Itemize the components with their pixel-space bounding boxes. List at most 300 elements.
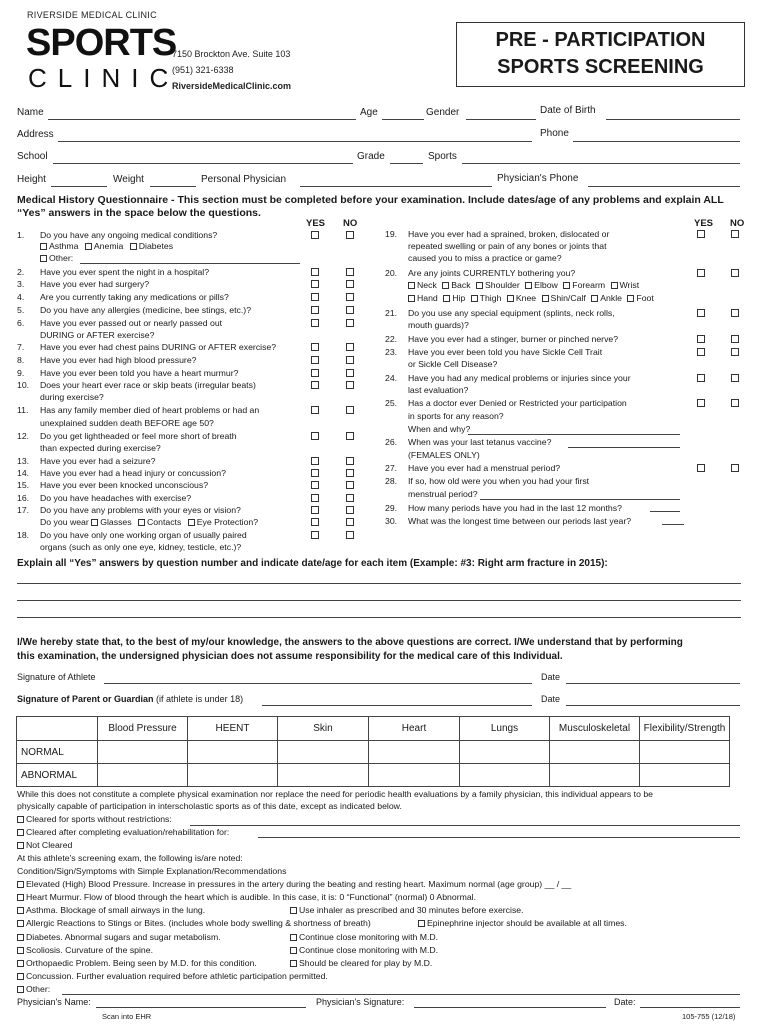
- no-checkbox[interactable]: [346, 268, 354, 276]
- question-number: 16.: [17, 493, 30, 503]
- q1-options: [40, 241, 173, 251]
- question-text: Have you ever been told you have Sickle Cell Trait: [408, 347, 603, 357]
- phone-label: Phone: [540, 128, 569, 139]
- phone-field[interactable]: [573, 141, 740, 142]
- q21-line2: mouth guards)?: [408, 320, 469, 330]
- question-number: 22.: [385, 334, 398, 344]
- exam-cell[interactable]: [278, 764, 369, 787]
- dob-label: Date of Birth: [540, 105, 596, 116]
- no-header-left: NO: [343, 218, 358, 229]
- question-text: Do you have headaches with exercise?: [40, 493, 192, 503]
- wrist-checkbox[interactable]: [611, 282, 618, 289]
- asthma-cond-checkbox[interactable]: [17, 907, 24, 914]
- question-number: 1.: [17, 230, 25, 240]
- question-number: 10.: [17, 380, 30, 390]
- weight-field[interactable]: [150, 186, 196, 187]
- cleared-after-checkbox[interactable]: [17, 829, 24, 836]
- exam-header: Flexibility/Strength: [640, 717, 730, 741]
- q20-options-row1: [408, 280, 639, 290]
- contacts-checkbox[interactable]: [138, 519, 145, 526]
- sig-athlete-date-label: Date: [541, 672, 561, 682]
- hip-checkbox[interactable]: [443, 295, 450, 302]
- question-number: 8.: [17, 355, 25, 365]
- sig-parent-rest: (if athlete is under 18): [156, 694, 244, 704]
- cleared-label: Cleared for sports without restrictions:: [26, 814, 172, 824]
- question-number: 11.: [17, 405, 29, 415]
- footer-date-label: Date:: [614, 997, 636, 1007]
- question-text: Have you ever had a stinger, burner or pinched nerve?: [408, 334, 619, 344]
- ortho-checkbox[interactable]: [17, 960, 24, 967]
- statement-line2: this examination, the undersigned physician does not assume responsibility for the medical care of this Individual.: [17, 651, 563, 662]
- q19-line2: repeated swelling or pain of any bones or joints that: [408, 241, 607, 251]
- questionnaire-title-line2: “Yes” answers in the space below the questions.: [17, 207, 261, 219]
- glasses-option: Glasses: [100, 517, 132, 527]
- elbow-checkbox[interactable]: [525, 282, 532, 289]
- concussion-label: Concussion. Further evaluation required before athletic participation permitted.: [26, 971, 328, 981]
- no-checkbox[interactable]: [346, 306, 354, 314]
- yes-checkbox[interactable]: [311, 469, 319, 477]
- no-checkbox[interactable]: [346, 356, 354, 364]
- question-text: How many periods have you had in the last 12 months?: [408, 503, 622, 513]
- question-text: Have you had any medical problems or injuries since your: [408, 373, 631, 383]
- sig-athlete-label: Signature of Athlete: [17, 672, 96, 682]
- name-field[interactable]: [48, 119, 356, 120]
- question-number: 27.: [385, 463, 398, 473]
- question-text: Have you ever spent the night in a hospital?: [40, 267, 210, 277]
- yes-checkbox[interactable]: [311, 432, 319, 440]
- inhaler-checkbox[interactable]: [290, 907, 297, 914]
- diabetes-cond-checkbox[interactable]: [17, 934, 24, 941]
- hand-checkbox[interactable]: [408, 295, 415, 302]
- yes-checkbox[interactable]: [311, 406, 319, 414]
- sig-parent-date-label: Date: [541, 694, 561, 704]
- statement-line1: I/We hereby state that, to the best of my/our knowledge, the answers to the above questions are correct. I/We understand that by performing: [17, 637, 683, 648]
- no-checkbox[interactable]: [731, 309, 739, 317]
- cond-murmur: [17, 892, 476, 902]
- question-number: 20.: [385, 268, 398, 278]
- no-checkbox[interactable]: [346, 481, 354, 489]
- yes-checkbox[interactable]: [311, 457, 319, 465]
- exam-cell[interactable]: [640, 741, 730, 764]
- back-checkbox[interactable]: [442, 282, 449, 289]
- neck-option: Neck: [417, 280, 437, 290]
- exam-header: Blood Pressure: [98, 717, 188, 741]
- yes-checkbox[interactable]: [697, 464, 705, 472]
- no-checkbox[interactable]: [731, 374, 739, 382]
- rec-ortho: [290, 958, 432, 968]
- wrist-option: Wrist: [619, 280, 640, 290]
- name-label: Name: [17, 107, 44, 118]
- personal-physician-label: Personal Physician: [201, 174, 287, 185]
- not-cleared-checkbox[interactable]: [17, 842, 24, 849]
- question-text: Have you ever had a head injury or concussion?: [40, 468, 226, 478]
- no-checkbox[interactable]: [346, 469, 354, 477]
- exam-cell[interactable]: [369, 764, 460, 787]
- allergic-checkbox[interactable]: [17, 920, 24, 927]
- clearance-2: [17, 827, 229, 837]
- yes-checkbox[interactable]: [311, 494, 319, 502]
- no-checkbox[interactable]: [346, 381, 354, 389]
- exam-cell[interactable]: [369, 741, 460, 764]
- ortho-label: Orthopaedic Problem. Being seen by M.D. for this condition.: [26, 958, 257, 968]
- question-text: Have you ever had chest pains DURING or AFTER exercise?: [40, 342, 277, 352]
- question-number: 25.: [385, 398, 398, 408]
- disclaimer-line2: physically capable of participation in interscholastic sports as of this date, except as indicated below.: [17, 801, 402, 811]
- concussion-checkbox[interactable]: [17, 973, 24, 980]
- other-cond-field[interactable]: [62, 994, 740, 995]
- question-number: 30.: [385, 516, 398, 526]
- no-checkbox[interactable]: [731, 399, 739, 407]
- explain-line-1[interactable]: [17, 583, 741, 584]
- question-text: Does your heart ever race or skip beats (irregular beats): [40, 380, 256, 390]
- yes-checkbox[interactable]: [697, 269, 705, 277]
- no-checkbox[interactable]: [731, 230, 739, 238]
- shoulder-checkbox[interactable]: [476, 282, 483, 289]
- other-cond-checkbox[interactable]: [17, 986, 24, 993]
- question-text: Do you have only one working organ of usually paired: [40, 530, 247, 540]
- age-field[interactable]: [382, 119, 424, 120]
- exam-cell[interactable]: [188, 764, 278, 787]
- epinephrine-label: Epinephrine injector should be available at all times.: [427, 918, 627, 928]
- forearm-option: Forearm: [572, 280, 606, 290]
- footer-date-field[interactable]: [640, 1007, 740, 1008]
- physician-phone-field[interactable]: [588, 186, 740, 187]
- yes-checkbox[interactable]: [311, 506, 319, 514]
- shin-calf-option: Shin/Calf: [550, 293, 586, 303]
- dob-field[interactable]: [606, 119, 740, 120]
- question-text: When was your last tetanus vaccine?: [408, 437, 552, 447]
- yes-header-right: YES: [694, 218, 714, 229]
- q26-field[interactable]: [568, 447, 680, 448]
- q25-field[interactable]: [468, 434, 680, 435]
- no-checkbox[interactable]: [346, 406, 354, 414]
- anemia-option: Anemia: [93, 241, 124, 251]
- scoliosis-checkbox[interactable]: [17, 947, 24, 954]
- clinic-address: 7150 Brockton Ave. Suite 103: [172, 49, 291, 59]
- height-label: Height: [17, 174, 46, 185]
- yes-checkbox[interactable]: [697, 348, 705, 356]
- q30-field[interactable]: [662, 524, 684, 525]
- exam-cell[interactable]: [550, 741, 640, 764]
- exam-corner: [17, 717, 98, 741]
- scoliosis-label: Scoliosis. Curvature of the spine.: [26, 945, 153, 955]
- forearm-checkbox[interactable]: [563, 282, 570, 289]
- exam-cell[interactable]: [98, 741, 188, 764]
- yes-checkbox[interactable]: [311, 381, 319, 389]
- question-number: 29.: [385, 503, 398, 513]
- no-checkbox[interactable]: [346, 319, 354, 327]
- gender-field[interactable]: [466, 119, 536, 120]
- no-checkbox[interactable]: [346, 343, 354, 351]
- q17-line2: [40, 517, 258, 527]
- sig-athlete-date-field[interactable]: [566, 683, 740, 684]
- inhaler-label: Use inhaler as prescribed and 30 minutes before exercise.: [299, 905, 524, 915]
- sig-parent-date-field[interactable]: [566, 705, 740, 706]
- question-number: 19.: [385, 229, 398, 239]
- yes-checkbox[interactable]: [311, 319, 319, 327]
- question-text: Have you ever had a seizure?: [40, 456, 156, 466]
- sports-field[interactable]: [462, 163, 740, 164]
- question-number: 9.: [17, 368, 25, 378]
- ankle-checkbox[interactable]: [591, 295, 598, 302]
- q25-line3: When and why?: [408, 424, 471, 434]
- elevated-bp-label: Elevated (High) Blood Pressure. Increase in pressures in the artery during the beating and resting heart. Maximum normal (age group) __ / __: [26, 879, 572, 889]
- elevated-bp-checkbox[interactable]: [17, 881, 24, 888]
- ortho-cleared-checkbox[interactable]: [290, 960, 297, 967]
- q11-line2: unexplained sudden death BEFORE age 50?: [40, 418, 214, 428]
- question-number: 7.: [17, 342, 25, 352]
- height-field[interactable]: [51, 186, 107, 187]
- exam-cell[interactable]: [550, 764, 640, 787]
- grade-field[interactable]: [390, 163, 423, 164]
- clinic-phone: (951) 321-6338: [172, 65, 234, 75]
- question-text: Have you ever had a sprained, broken, dislocated or: [408, 229, 610, 239]
- thigh-checkbox[interactable]: [471, 295, 478, 302]
- scoliosis-monitor-label: Continue close monitoring with M.D.: [299, 945, 439, 955]
- q19-line3: caused you to miss a practice or game?: [408, 253, 562, 263]
- q18-line2: organs (such as only one eye, kidney, testicle, etc.)?: [40, 542, 242, 552]
- sig-parent-field[interactable]: [262, 705, 532, 706]
- exam-row-label: NORMAL: [17, 741, 98, 764]
- title-line1: PRE - PARTICIPATION: [495, 29, 706, 51]
- question-number: 18.: [17, 530, 30, 540]
- no-checkbox[interactable]: [346, 231, 354, 239]
- no-checkbox[interactable]: [346, 506, 354, 514]
- other-checkbox[interactable]: [40, 255, 47, 262]
- grade-label: Grade: [357, 151, 385, 162]
- physician-sig-field[interactable]: [414, 1007, 606, 1008]
- question-text: Have you ever had high blood pressure?: [40, 355, 197, 365]
- question-text: Do you use any special equipment (splints, neck rolls,: [408, 308, 615, 318]
- exam-cell[interactable]: [98, 764, 188, 787]
- no-checkbox[interactable]: [731, 335, 739, 343]
- diabetes-option: Diabetes: [138, 241, 174, 251]
- ortho-cleared-label: Should be cleared for play by M.D.: [299, 958, 433, 968]
- murmur-label: Heart Murmur. Flow of blood through the heart which is audible. In this case, it is: 0 “Functional” (normal) 0 Abnormal.: [26, 892, 477, 902]
- q23-line2: or Sickle Cell Disease?: [408, 359, 498, 369]
- glasses-checkbox[interactable]: [91, 519, 98, 526]
- clearance-1: [17, 814, 172, 824]
- q6-line2: DURING or AFTER exercise?: [40, 330, 155, 340]
- address-label: Address: [17, 129, 54, 140]
- back-option: Back: [451, 280, 471, 290]
- gender-label: Gender: [426, 107, 460, 118]
- exam-header: Lungs: [460, 717, 550, 741]
- yes-checkbox[interactable]: [311, 369, 319, 377]
- cond-concussion: [17, 971, 328, 981]
- cleared-field[interactable]: [190, 825, 740, 826]
- anemia-checkbox[interactable]: [85, 243, 92, 250]
- yes-checkbox[interactable]: [697, 309, 705, 317]
- question-number: 5.: [17, 305, 25, 315]
- shin-calf-checkbox[interactable]: [542, 295, 549, 302]
- questionnaire-title: [17, 194, 752, 220]
- no-checkbox[interactable]: [346, 457, 354, 465]
- q29-field[interactable]: [650, 511, 680, 512]
- cond-diabetes: [17, 932, 221, 942]
- knee-checkbox[interactable]: [507, 295, 514, 302]
- question-number: 15.: [17, 480, 30, 490]
- sig-athlete-field[interactable]: [104, 683, 532, 684]
- hip-option: Hip: [452, 293, 466, 303]
- yes-checkbox[interactable]: [311, 280, 319, 288]
- no-checkbox[interactable]: [346, 518, 354, 526]
- q28-line2: menstrual period?: [408, 489, 478, 499]
- explain-heading: Explain all “Yes” answers by question number and indicate date/age for each item (Example: #3: Right arm fracture in 2015):: [17, 558, 608, 569]
- yes-checkbox[interactable]: [311, 268, 319, 276]
- q28-field[interactable]: [480, 499, 680, 500]
- females-only: (FEMALES ONLY): [408, 450, 480, 460]
- question-text: Do you have any problems with your eyes or vision?: [40, 505, 241, 515]
- physician-name-label: Physician's Name:: [17, 997, 91, 1007]
- exam-cell[interactable]: [640, 764, 730, 787]
- q1-other: [40, 253, 73, 263]
- title-line2: SPORTS SCREENING: [497, 56, 704, 78]
- diabetes-checkbox[interactable]: [130, 243, 137, 250]
- thigh-option: Thigh: [479, 293, 502, 303]
- q1-other-field[interactable]: [80, 263, 300, 264]
- eye-protection-checkbox[interactable]: [188, 519, 195, 526]
- question-text: What was the longest time between our periods last year?: [408, 516, 632, 526]
- asthma-cond-label: Asthma. Blockage of small airways in the lung.: [26, 905, 206, 915]
- disclaimer-line1: While this does not constitute a complete physical examination nor replace the need for periodic health evaluations by a family physician, this individual appears to be: [17, 789, 653, 799]
- ankle-option: Ankle: [600, 293, 622, 303]
- explain-line-2[interactable]: [17, 600, 741, 601]
- questionnaire-title-line1: Medical History Questionnaire - This section must be completed before your examination. Include dates/age of any problems and explain ALL: [17, 194, 724, 206]
- yes-checkbox[interactable]: [697, 374, 705, 382]
- cond-elevated-bp: [17, 879, 571, 889]
- personal-physician-field[interactable]: [300, 186, 492, 187]
- neck-checkbox[interactable]: [408, 282, 415, 289]
- other-option: Other:: [49, 253, 74, 263]
- no-checkbox[interactable]: [346, 369, 354, 377]
- question-number: 6.: [17, 318, 25, 328]
- address-field[interactable]: [58, 141, 532, 142]
- knee-option: Knee: [515, 293, 537, 303]
- no-checkbox[interactable]: [346, 280, 354, 288]
- cond-scoliosis: [17, 945, 153, 955]
- exam-row-label: ABNORMAL: [17, 764, 98, 787]
- question-text: Have you ever been told you have a heart murmur?: [40, 368, 239, 378]
- logo-sports: SPORTS: [26, 22, 177, 64]
- shoulder-option: Shoulder: [484, 280, 520, 290]
- yes-checkbox[interactable]: [697, 335, 705, 343]
- cleared-after-field[interactable]: [258, 837, 740, 838]
- physician-name-field[interactable]: [96, 1007, 306, 1008]
- contacts-option: Contacts: [147, 517, 182, 527]
- noted-line2: Condition/Sign/Symptoms with Simple Explanation/Recommendations: [17, 866, 287, 876]
- exam-header: Skin: [278, 717, 369, 741]
- yes-checkbox[interactable]: [311, 518, 319, 526]
- sig-parent-label: [17, 694, 243, 704]
- question-number: 12.: [17, 431, 30, 441]
- foot-option: Foot: [636, 293, 654, 303]
- yes-checkbox[interactable]: [311, 343, 319, 351]
- no-checkbox[interactable]: [346, 531, 354, 539]
- question-text: Have you ever had a menstrual period?: [408, 463, 561, 473]
- physician-sig-label: Physician's Signature:: [316, 997, 405, 1007]
- no-checkbox[interactable]: [731, 464, 739, 472]
- eye-protection-option: Eye Protection?: [196, 517, 259, 527]
- no-checkbox[interactable]: [346, 494, 354, 502]
- yes-checkbox[interactable]: [311, 293, 319, 301]
- question-text: Have you ever had surgery?: [40, 279, 150, 289]
- sports-label: Sports: [428, 151, 457, 162]
- yes-checkbox[interactable]: [697, 399, 705, 407]
- exam-header: Heart: [369, 717, 460, 741]
- q12-line2: than expected during exercise?: [40, 443, 161, 453]
- question-text: Are any joints CURRENTLY bothering you?: [408, 268, 576, 278]
- cond-ortho: [17, 958, 257, 968]
- not-cleared-label: Not Cleared: [26, 840, 73, 850]
- age-label: Age: [360, 107, 378, 118]
- question-text: Do you have any ongoing medical conditions?: [40, 230, 218, 240]
- no-checkbox[interactable]: [731, 269, 739, 277]
- question-number: 14.: [17, 468, 30, 478]
- diabetes-monitor-checkbox[interactable]: [290, 934, 297, 941]
- yes-checkbox[interactable]: [311, 306, 319, 314]
- school-field[interactable]: [53, 163, 353, 164]
- logo-clinic: CLINIC: [28, 63, 180, 93]
- question-text: Do you have any allergies (medicine, bee stings, etc.)?: [40, 305, 252, 315]
- exam-cell[interactable]: [460, 741, 550, 764]
- rec-allergic: [418, 918, 627, 928]
- q24-line2: last evaluation?: [408, 385, 469, 395]
- physician-phone-label: Physician's Phone: [497, 173, 579, 184]
- q20-options-row2: [408, 293, 654, 303]
- yes-checkbox[interactable]: [697, 230, 705, 238]
- asthma-checkbox[interactable]: [40, 243, 47, 250]
- exam-cell[interactable]: [278, 741, 369, 764]
- rec-asthma: [290, 905, 524, 915]
- scoliosis-monitor-checkbox[interactable]: [290, 947, 297, 954]
- murmur-checkbox[interactable]: [17, 894, 24, 901]
- weight-label: Weight: [113, 174, 144, 185]
- epinephrine-checkbox[interactable]: [418, 920, 425, 927]
- yes-checkbox[interactable]: [311, 481, 319, 489]
- no-checkbox[interactable]: [731, 348, 739, 356]
- foot-checkbox[interactable]: [627, 295, 634, 302]
- cond-allergic: [17, 918, 371, 928]
- form-title: [456, 22, 745, 87]
- clearance-3: [17, 840, 72, 850]
- question-number: 21.: [385, 308, 398, 318]
- yes-checkbox[interactable]: [311, 356, 319, 364]
- allergic-label: Allergic Reactions to Stings or Bites. (includes whole body swelling & shortness of breath): [26, 918, 371, 928]
- school-label: School: [17, 151, 48, 162]
- question-number: 4.: [17, 292, 25, 302]
- exam-cell[interactable]: [188, 741, 278, 764]
- no-checkbox[interactable]: [346, 432, 354, 440]
- clinic-name-small: RIVERSIDE MEDICAL CLINIC: [27, 10, 157, 20]
- exam-cell[interactable]: [460, 764, 550, 787]
- question-number: 23.: [385, 347, 398, 357]
- yes-header-left: YES: [306, 218, 326, 229]
- question-number: 13.: [17, 456, 30, 466]
- explain-line-3[interactable]: [17, 617, 741, 618]
- question-text: Has a doctor ever Denied or Restricted your participation: [408, 398, 627, 408]
- yes-checkbox[interactable]: [311, 231, 319, 239]
- question-text: Have you ever passed out or nearly passed out: [40, 318, 223, 328]
- other-cond-label: Other:: [26, 984, 51, 994]
- cleared-checkbox[interactable]: [17, 816, 24, 823]
- cond-asthma: [17, 905, 205, 915]
- no-checkbox[interactable]: [346, 293, 354, 301]
- question-text: Do you get lightheaded or feel more short of breath: [40, 431, 237, 441]
- yes-checkbox[interactable]: [311, 531, 319, 539]
- q25-line2: in sports for any reason?: [408, 411, 504, 421]
- statement: [17, 636, 683, 664]
